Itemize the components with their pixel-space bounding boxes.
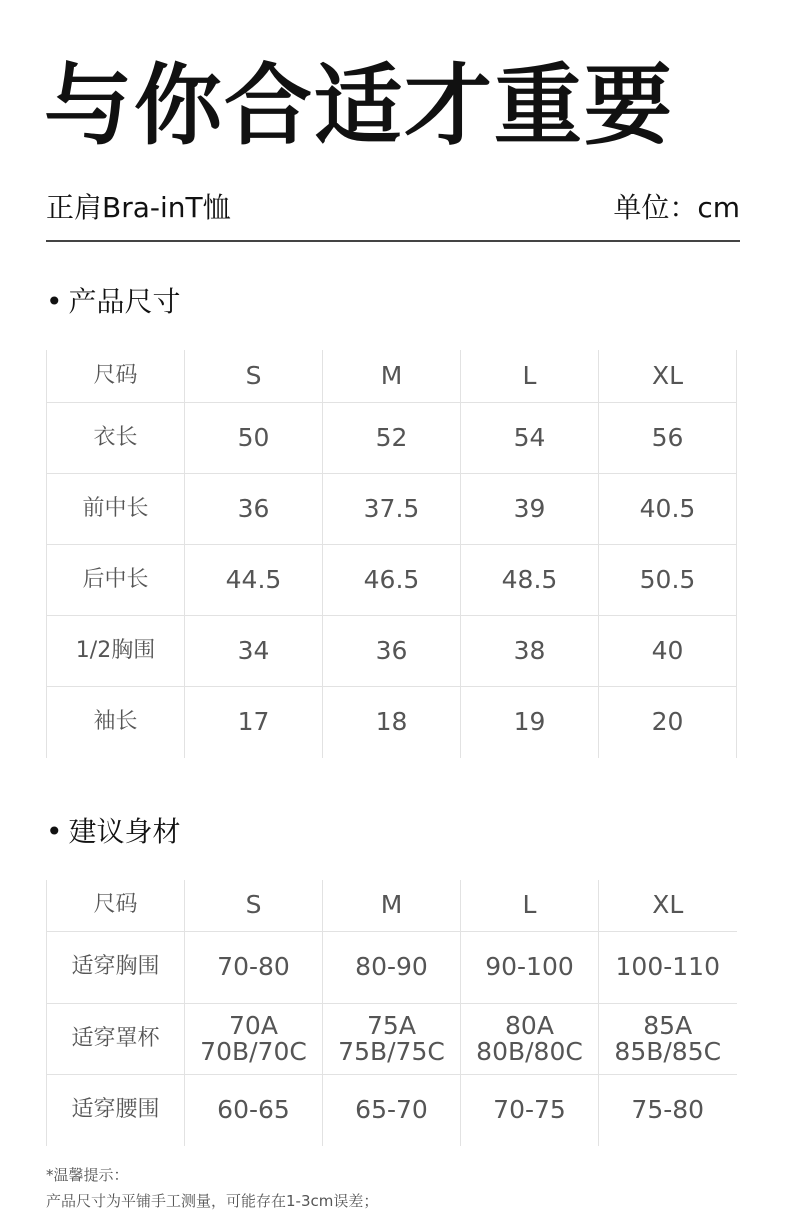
- unit-label: 单位：cm: [613, 191, 740, 224]
- table-cell: 50: [185, 402, 323, 473]
- table-cell: 44.5: [185, 544, 323, 615]
- cup-line: 70B/70C: [200, 1036, 307, 1066]
- notice-title: *温馨提示：: [46, 1166, 129, 1184]
- table-cell: 48.5: [461, 544, 599, 615]
- row-label: 袖长: [47, 686, 185, 758]
- cup-line: 75A: [367, 1010, 416, 1040]
- table-row: [47, 402, 737, 473]
- cup-line: 80B/80C: [476, 1036, 583, 1066]
- table-cell: 20: [599, 686, 737, 758]
- notice-text: 产品尺寸为平铺手工测量，可能存在1-3cm误差；: [46, 1192, 379, 1210]
- cup-line: 75B/75C: [338, 1036, 445, 1066]
- table-cell: 40: [599, 615, 737, 686]
- section-title: 建议身材: [68, 815, 181, 848]
- product-info-row: [46, 186, 740, 226]
- recommended-size-table: [46, 880, 737, 1146]
- row-label: 1/2胸围: [47, 615, 185, 686]
- header-cell: M: [323, 350, 461, 402]
- header-cell: L: [461, 350, 599, 402]
- table-row: [47, 615, 737, 686]
- section-title: 产品尺寸: [68, 285, 181, 318]
- table-header-row: [47, 880, 737, 931]
- table-cell: 50.5: [599, 544, 737, 615]
- row-label: 衣长: [47, 402, 185, 473]
- table-cell: 52: [323, 402, 461, 473]
- row-label: 前中长: [47, 473, 185, 544]
- table-cell: 36: [185, 473, 323, 544]
- header-cell: S: [185, 350, 323, 402]
- table-cell: 70-75: [461, 1074, 599, 1146]
- table-cell: 40.5: [599, 473, 737, 544]
- table-cell: [461, 1003, 599, 1074]
- header-cell: L: [461, 880, 599, 931]
- row-label: 后中长: [47, 544, 185, 615]
- notice: [46, 1162, 378, 1214]
- table-cell: 80-90: [323, 931, 461, 1003]
- bullet: •: [46, 815, 63, 848]
- table-cell: 19: [461, 686, 599, 758]
- bullet: •: [46, 285, 63, 318]
- table-cell: 36: [323, 615, 461, 686]
- header-cell: XL: [599, 350, 737, 402]
- section-heading-product-size: [46, 280, 181, 320]
- table-cell: 70-80: [185, 931, 323, 1003]
- header-cell: 尺码: [47, 350, 185, 402]
- page-title: 与你合适才重要: [44, 54, 675, 157]
- table-header-row: [47, 350, 737, 402]
- row-label: 适穿胸围: [47, 931, 185, 1003]
- table-cell: 54: [461, 402, 599, 473]
- header-cell: 尺码: [47, 880, 185, 931]
- table-cell: 56: [599, 402, 737, 473]
- product-size-table: [46, 350, 737, 758]
- header-cell: XL: [599, 880, 737, 931]
- table-cell: 100-110: [599, 931, 737, 1003]
- table-cell: 46.5: [323, 544, 461, 615]
- section-heading-recommended-body: [46, 810, 181, 850]
- table-cell: [185, 1003, 323, 1074]
- row-label: 适穿腰围: [47, 1074, 185, 1146]
- table-cell: 90-100: [461, 931, 599, 1003]
- table-row: [47, 931, 737, 1003]
- table-row: [47, 473, 737, 544]
- product-name: 正肩Bra-inT恤: [46, 191, 231, 224]
- table-cell: 60-65: [185, 1074, 323, 1146]
- divider: [46, 240, 740, 242]
- table-row: [47, 686, 737, 758]
- table-cell: 65-70: [323, 1074, 461, 1146]
- table-cell: 39: [461, 473, 599, 544]
- cup-line: 70A: [229, 1010, 278, 1040]
- cup-line: 80A: [505, 1010, 554, 1040]
- table-cell: 75-80: [599, 1074, 737, 1146]
- row-label: 适穿罩杯: [47, 1003, 185, 1074]
- table-cell: 37.5: [323, 473, 461, 544]
- table-cell: 18: [323, 686, 461, 758]
- table-row: [47, 1003, 737, 1074]
- table-row: [47, 544, 737, 615]
- header-cell: M: [323, 880, 461, 931]
- header-cell: S: [185, 880, 323, 931]
- table-cell: 38: [461, 615, 599, 686]
- table-cell: 34: [185, 615, 323, 686]
- table-cell: 17: [185, 686, 323, 758]
- table-cell: [323, 1003, 461, 1074]
- table-cell: [599, 1003, 737, 1074]
- cup-line: 85B/85C: [614, 1036, 722, 1066]
- cup-line: 85A: [643, 1010, 693, 1040]
- table-row: [47, 1074, 737, 1146]
